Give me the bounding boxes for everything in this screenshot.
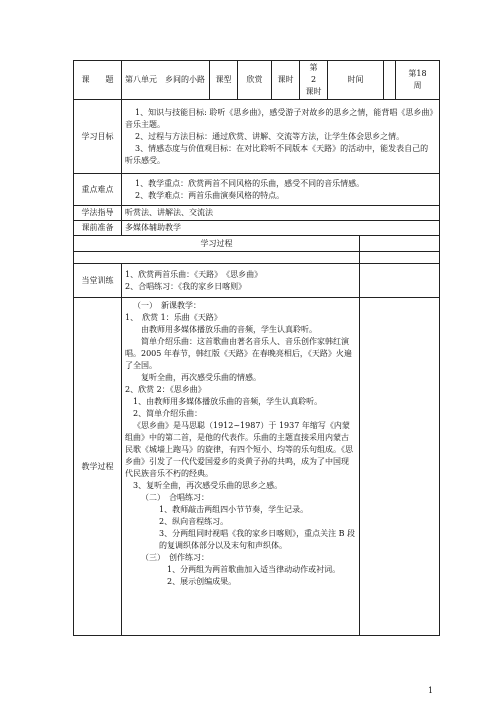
teaching-line-15: （三） 创作练习： <box>141 553 209 562</box>
goals-line-3: 3、情感态度与价值观目标：在对比聆听不同版本《天路》的活动中，能发表自己的听乐感受。 <box>125 143 429 165</box>
process-title-row <box>74 236 440 252</box>
practice-line-2: 2、合唱练习：《我的家乡日喀则》 <box>125 281 247 291</box>
period-label: 课时 <box>272 61 300 100</box>
goals-label: 学习目标 <box>74 100 122 174</box>
teaching-label: 教学过程 <box>74 298 122 636</box>
key-points-label: 重点难点 <box>74 174 122 206</box>
teaching-line-12: 1、教师敲击两组四小节节奏，学生记录。 <box>159 505 309 514</box>
prep-value: 多媒体辅助教学 <box>122 221 440 236</box>
teaching-line-14: 3、分两组同时视唱《我的家乡日喀则》，重点关注 B 段的复调织体部分以及末句和声织体。 <box>159 529 356 550</box>
method-label: 学法指导 <box>74 206 122 221</box>
type-label: 课型 <box>210 61 238 100</box>
teaching-line-11: （二） 合唱练习： <box>141 493 209 502</box>
process-title-spacer <box>360 236 440 252</box>
teaching-row <box>74 298 440 636</box>
period-value-bottom: 课时 <box>305 87 322 96</box>
method-value: 听赏法、讲解法、交流法 <box>122 206 440 221</box>
time-value-bottom: 周 <box>413 81 422 90</box>
period-value-top: 第 2 <box>309 63 326 84</box>
teaching-line-7: 1、由教师用多媒体播放乐曲的音频，学生认真聆听。 <box>133 397 323 406</box>
teaching-line-5: 复听全曲，再次感受乐曲的情感。 <box>141 373 261 382</box>
practice-label: 当堂训练 <box>74 264 122 298</box>
lesson-plan-table <box>73 60 440 636</box>
practice-spacer <box>360 264 440 298</box>
teaching-line-4: 简单介绍乐曲：这首歌曲由著名音乐人、音乐创作家韩红演唱。2005 年春节，韩红版《天路》在春晚亮相后，《天路》火遍了全国。 <box>125 337 352 370</box>
time-label: 时间 <box>328 61 384 100</box>
goals-row <box>74 100 440 174</box>
prep-row <box>74 221 440 236</box>
blank-cell-right <box>360 252 440 264</box>
teaching-line-6: 2、欣赏 2：《思乡曲》 <box>125 385 206 394</box>
teaching-line-2: 1、 欣赏 1：乐曲《天路》 <box>125 313 222 322</box>
method-row <box>74 206 440 221</box>
practice-row <box>74 264 440 298</box>
teaching-line-9: 《思乡曲》是马思聪（1912~1987）于 1937 年缩写《内蒙组曲》中的第二首，是他的代表作。乐曲的主题直接采用内蒙古民歌《城墙上跑马》的旋律，有四个短小、均等的乐句组成。《思乡曲》引发了一代代爱国爱乡的炎黄子孙的共鸣，成为了中国现代民族音乐不朽的经典。 <box>125 421 353 478</box>
key-points-line-2: 2、教学难点：两首乐曲演奏风格的特点。 <box>135 190 285 200</box>
header-row <box>74 61 440 100</box>
type-value: 欣赏 <box>238 61 272 100</box>
teaching-line-8: 2、简单介绍乐曲： <box>133 409 203 418</box>
time-value-top: 第18 <box>408 69 427 78</box>
goals-line-1: 1、知识与技能目标: 聆听《思乡曲》，感受游子对故乡的思乡之情，能背唱《思乡曲》音乐主题。 <box>125 107 434 129</box>
teaching-line-10: 3、复听全曲，再次感受乐曲的思乡之感。 <box>133 481 283 490</box>
teaching-line-13: 2、纵向音程练习。 <box>159 517 229 526</box>
key-points-row <box>74 174 440 206</box>
prep-label: 课前准备 <box>74 221 122 236</box>
teaching-line-3: 由教师用多媒体播放乐曲的音频，学生认真聆听。 <box>141 325 317 334</box>
key-points-content <box>122 174 440 206</box>
topic-value: 第八单元 乡间的小路 <box>122 61 210 100</box>
teaching-line-1: （一） 新课教学： <box>133 301 201 310</box>
topic-label: 课 题 <box>74 61 122 100</box>
time-value <box>396 61 440 100</box>
header-spacer <box>384 61 396 100</box>
goals-content <box>122 100 440 174</box>
practice-content <box>122 264 360 298</box>
goals-line-2: 2、过程与方法目标：通过欣赏、讲解、交流等方法，让学生体会思乡之情。 <box>135 131 405 141</box>
blank-cell-left <box>74 252 360 264</box>
teaching-line-17: 2、展示创编成果。 <box>167 577 237 586</box>
blank-row <box>74 252 440 264</box>
teaching-content <box>122 298 360 636</box>
practice-line-1: 1、欣赏两首乐曲：《天路》 《思乡曲》 <box>125 269 263 279</box>
key-points-line-1: 1、教学重点：欣赏两首不同风格的乐曲，感受不同的音乐情感。 <box>135 178 365 188</box>
period-value <box>300 61 328 100</box>
teaching-line-16: 1、分两组为两首歌曲加入适当律动动作或衬词。 <box>167 565 341 574</box>
teaching-spacer <box>360 298 440 636</box>
process-title: 学习过程 <box>74 236 360 252</box>
page-number: 1 <box>428 686 434 695</box>
